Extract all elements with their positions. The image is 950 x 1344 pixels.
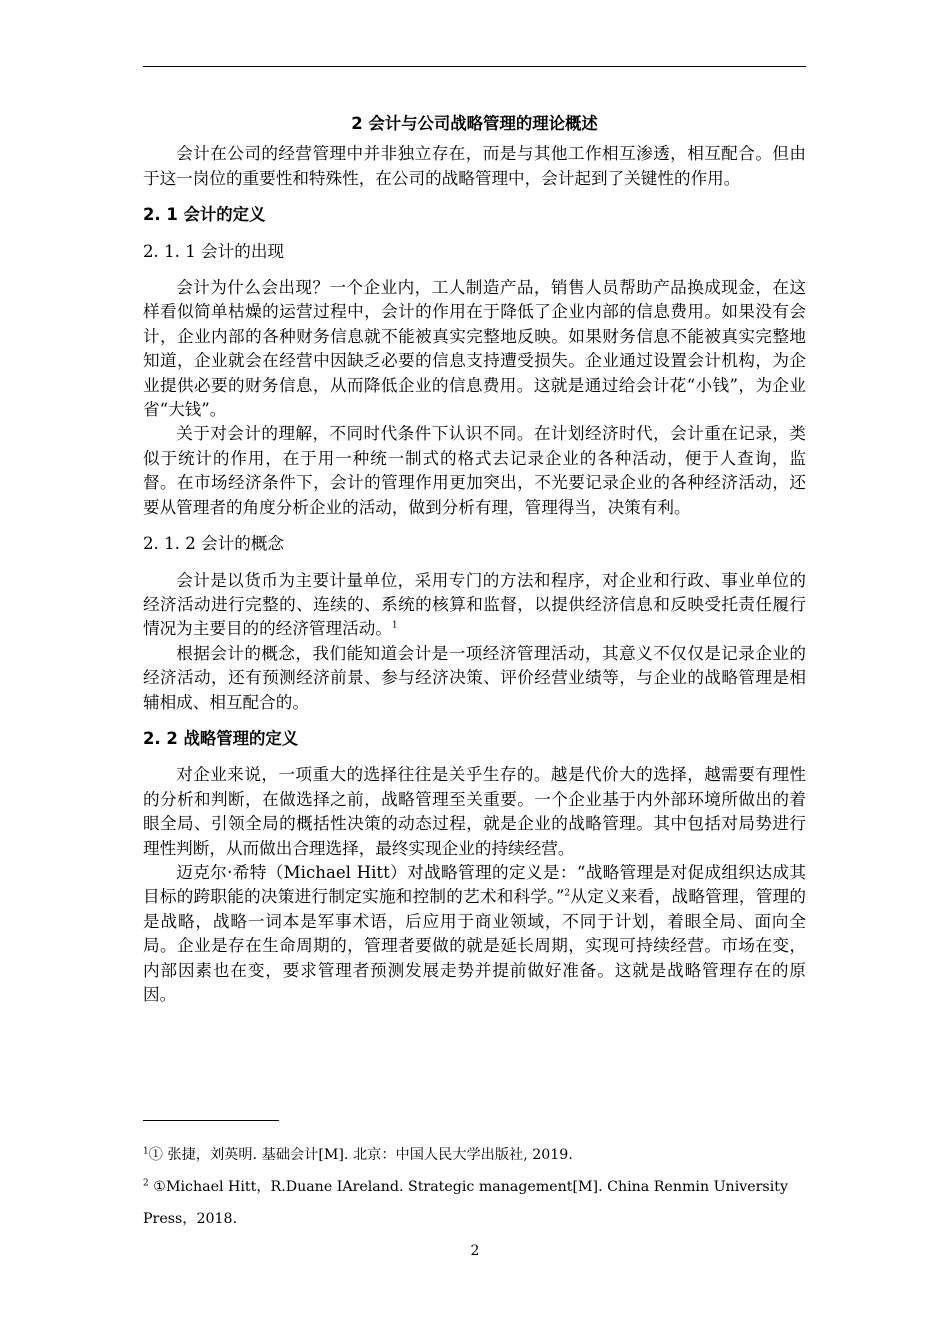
chapter-title: 2 会计与公司战略管理的理论概述 [351,114,598,133]
section-2-2-heading: 2. 2 战略管理的定义 [143,728,299,748]
paragraph-2-1-1-a: 会计为什么会出现？一个企业内，工人制造产品，销售人员帮助产品换成现金，在这样看似简单枯燥的运营过程中，会计的作用在于降低了企业内部的信息费用。如果没有会计，企业内部的各种财务信息就不能被真实完整地反映。如果财务信息不能被真实完整地知道，企业就会在经营中因缺乏必要的信息支持遭受损失。企业通过设置会计机构，为企业提供必要的财务信息，从而降低企业的信息费用。这就是通过给会计花“小钱”，为企业省“大钱”。 [143,278,806,420]
footnote-text: Press，2018. [143,1211,238,1227]
footnote-text: ① 张捷，刘英明. 基础会计[M]. 北京：中国人民大学出版社, 2019. [148,1147,573,1163]
footnote-ref-2[interactable]: 2 [564,888,571,899]
footnote-separator [143,1120,279,1121]
paragraph-2-1-2-b: 根据会计的概念，我们能知道会计是一项经济管理活动，其意义不仅仅是记录企业的经济活动，还有预测经济前景、参与经济决策、评价经营业绩等，与企业的战略管理是相辅相成、相互配合的。 [143,643,806,712]
chapter-intro: 会计在公司的经营管理中并非独立存在，而是与其他工作相互渗透，相互配合。但由于这一岗位的重要性和特殊性，在公司的战略管理中，会计起到了关键性的作用。 [143,144,806,188]
paragraph-text: 从定义来看，战略管理，管理的是战略，战略一词本是军事术语，后应用于商业领域，不同于计划，着眼全局、面向全局。企业是存在生命周期的，管理者要做的就是延长周期，实现可持续经营。市场在变，内部因素也在变，要求管理者预测发展走势并提前做好准备。这就是战略管理存在的原因。 [143,887,806,1004]
page-content [143,112,806,1007]
footnotes [143,1139,806,1235]
section-2-1-heading: 2. 1 会计的定义 [143,205,266,225]
footnote-mark: 1 [143,1146,149,1157]
footnote-mark: 2 [143,1178,149,1189]
section-2-1-2-heading: 2. 1. 2 会计的概念 [143,534,285,554]
paragraph-2-2-a: 对企业来说，一项重大的选择往往是关乎生存的。越是代价大的选择，越需要有理性的分析和判断，在做选择之前，战略管理至关重要。一个企业基于内外部环境所做出的着眼全局、引领全局的概括性决策的动态过程，就是企业的战略管理。其中包括对局势进行理性判断，从而做出合理选择，最终实现企业的持续经营。 [143,765,806,858]
footnote-item [143,1203,806,1235]
paragraph-2-1-1-b: 关于对会计的理解，不同时代条件下认识不同。在计划经济时代，会计重在记录，类似于统计的作用，在于用一种统一制式的格式去记录企业的各种活动，便于人查询，监督。在市场经济条件下，会计的管理作用更加突出，不光要记录企业的各种经济活动，还要从管理者的角度分析企业的活动，做到分析有理，管理得当，决策有利。 [143,424,806,517]
footnote-ref-1[interactable]: 1 [391,620,398,631]
paragraph-2-1-2-a [143,569,806,642]
header-rule [143,66,806,67]
page-number: 2 [470,1243,480,1259]
footnote-text: ①Michael Hitt，R.Duane IAreland. Strategic management[M]. China Renmin University [153,1179,788,1195]
paragraph-2-2-b [143,861,806,1007]
section-2-1-1-heading: 2. 1. 1 会计的出现 [143,241,285,261]
paragraph-text: 会计是以货币为主要计量单位，采用专门的方法和程序，对企业和行政、事业单位的经济活动进行完整的、连续的、系统的核算和监督，以提供经济信息和反映受托责任履行情况为主要目的的经济管理活动。 [143,570,806,639]
paragraph-text: 迈克尔·希特（Michael Hitt）对战略管理的定义是：“战略管理是对促成组织达成其目标的跨职能的决策进行制定实施和控制的艺术和科学。” [143,862,806,907]
footnote-item [143,1139,806,1171]
footnote-item [143,1171,806,1203]
